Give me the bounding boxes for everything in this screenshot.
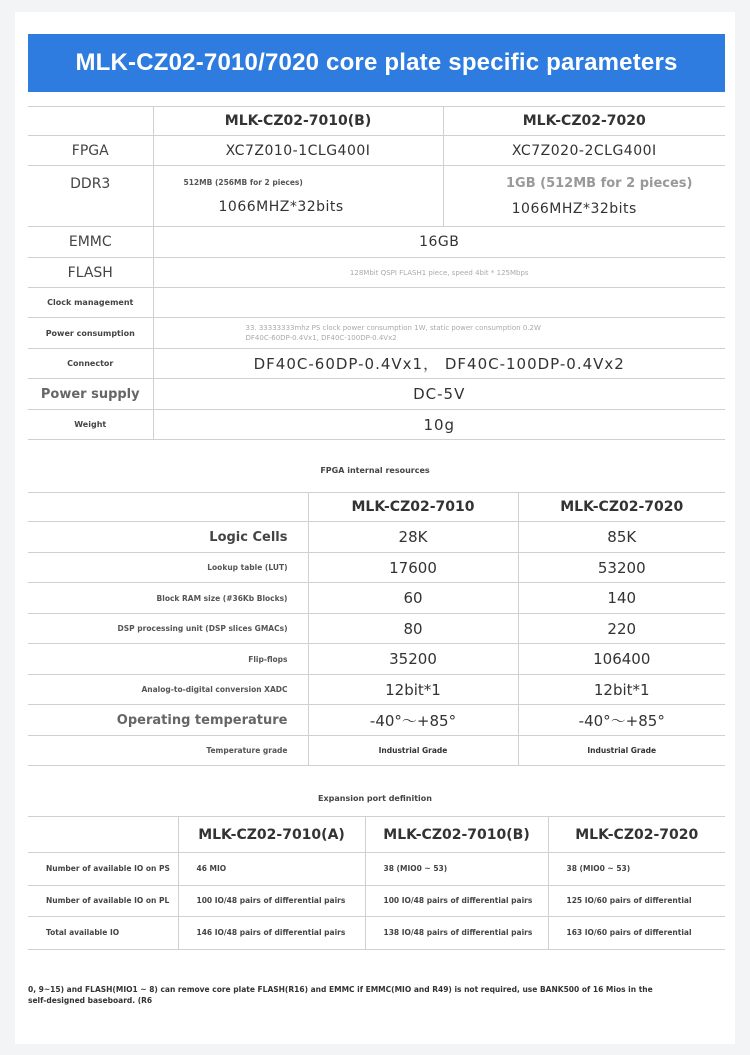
weight-value: 10g: [153, 410, 725, 440]
table-row: [28, 886, 725, 917]
clock-value: [153, 288, 725, 318]
cell-7020: 38 (MIO0 ~ 53): [548, 853, 725, 886]
cell-7010: 60: [308, 583, 518, 614]
cell-7010b: 100 IO/48 pairs of differential pairs: [365, 886, 548, 917]
table-row: [28, 736, 725, 766]
fpga-7010-value: XC7Z010-1CLG400I: [153, 136, 443, 166]
table-header-row: [28, 493, 725, 522]
cell-7010: Industrial Grade: [308, 736, 518, 766]
cell-7020: 163 IO/60 pairs of differential: [548, 917, 725, 950]
table-row: [28, 318, 725, 349]
row-label-clock: Clock management: [28, 288, 153, 318]
cell-7010: 35200: [308, 644, 518, 675]
cell-7020: Industrial Grade: [518, 736, 725, 766]
row-label-emmc: EMMC: [28, 227, 153, 258]
cell-7010a: 146 IO/48 pairs of differential pairs: [178, 917, 365, 950]
expansion-table: [28, 816, 725, 950]
table-row: [28, 136, 725, 166]
power-supply-value: DC-5V: [153, 379, 725, 410]
column-header: MLK-CZ02-7020: [443, 107, 725, 136]
flash-value: 128Mbit QSPI FLASH1 piece, speed 4bit * 125Mbps: [153, 258, 725, 288]
table-row: [28, 166, 725, 227]
row-label-connector: Connector: [28, 349, 153, 379]
row-label: Logic Cells: [28, 522, 308, 553]
cell-7010b: 138 IO/48 pairs of differential pairs: [365, 917, 548, 950]
ddr3-7010-speed: 1066MHZ*32bits: [218, 198, 344, 215]
cell-7010: -40°～+85°: [308, 705, 518, 736]
column-header: MLK-CZ02-7010(A): [178, 817, 365, 853]
cell-7020: 140: [518, 583, 725, 614]
cell-7020: 125 IO/60 pairs of differential: [548, 886, 725, 917]
ddr3-7020-speed: 1066MHZ*32bits: [511, 200, 637, 217]
ddr3-7010-cell: [153, 166, 443, 227]
row-label: Lookup table (LUT): [28, 553, 308, 583]
column-header: MLK-CZ02-7010: [308, 493, 518, 522]
header-empty-cell: [28, 817, 178, 853]
emmc-value: 16GB: [153, 227, 725, 258]
footnote: 0, 9~15) and FLASH(MIO1 ~ 8) can remove core plate FLASH(R16) and EMMC if EMMC(MIO and R49) is not required, use BANK500 of 16 Mios in the self-designed baseboard. (R6: [28, 985, 653, 1005]
power-consumption-cell: [153, 318, 725, 349]
table-header-row: [28, 107, 725, 136]
table-row: [28, 705, 725, 736]
row-label: Flip-flops: [28, 644, 308, 675]
table-row: [28, 553, 725, 583]
row-label-weight: Weight: [28, 410, 153, 440]
table-row: [28, 917, 725, 950]
table-row: [28, 614, 725, 644]
row-label: Number of available IO on PL: [28, 886, 178, 917]
table-row: [28, 644, 725, 675]
cell-7020: 53200: [518, 553, 725, 583]
header-empty-cell: [28, 493, 308, 522]
ddr3-7010-capacity: 512MB (256MB for 2 pieces): [183, 177, 303, 187]
header-empty-cell: [28, 107, 153, 136]
table-row: [28, 853, 725, 886]
table-row: [28, 675, 725, 705]
parameters-table: [28, 106, 725, 440]
cell-7010: 17600: [308, 553, 518, 583]
cell-7020: 106400: [518, 644, 725, 675]
cell-7020: -40°～+85°: [518, 705, 725, 736]
row-label-power-supply: Power supply: [28, 379, 153, 410]
resources-table: [28, 492, 725, 766]
cell-7020: 220: [518, 614, 725, 644]
table-row: [28, 522, 725, 553]
table-row: [28, 379, 725, 410]
cell-7010: 80: [308, 614, 518, 644]
row-label-fpga: FPGA: [28, 136, 153, 166]
table-row: [28, 288, 725, 318]
row-label: DSP processing unit (DSP slices GMACs): [28, 614, 308, 644]
cell-7010: 12bit*1: [308, 675, 518, 705]
connector-value: DF40C-60DP-0.4Vx1， DF40C-100DP-0.4Vx2: [153, 349, 725, 379]
row-label: Block RAM size (#36Kb Blocks): [28, 583, 308, 614]
row-label: Total available IO: [28, 917, 178, 950]
table-row: [28, 410, 725, 440]
table-row: [28, 258, 725, 288]
cell-7020: 12bit*1: [518, 675, 725, 705]
column-header: MLK-CZ02-7010(B): [153, 107, 443, 136]
row-label-flash: FLASH: [28, 258, 153, 288]
column-header: MLK-CZ02-7020: [518, 493, 725, 522]
resources-section-title: FPGA internal resources: [320, 466, 430, 475]
page-title: MLK-CZ02-7010/7020 core plate specific parameters: [28, 34, 725, 92]
row-label: Operating temperature: [28, 705, 308, 736]
row-label: Temperature grade: [28, 736, 308, 766]
ddr3-7020-capacity: 1GB (512MB for 2 pieces): [506, 175, 693, 191]
cell-7010: 28K: [308, 522, 518, 553]
column-header: MLK-CZ02-7010(B): [365, 817, 548, 853]
cell-7010b: 38 (MIO0 ~ 53): [365, 853, 548, 886]
ddr3-7020-cell: [443, 166, 725, 227]
table-row: [28, 349, 725, 379]
fpga-7020-value: XC7Z020-2CLG400I: [443, 136, 725, 166]
table-header-row: [28, 817, 725, 853]
power-consumption-line2: DF40C-60DP-0.4Vx1, DF40C-100DP-0.4Vx2: [245, 334, 397, 342]
table-row: [28, 583, 725, 614]
row-label-power-consumption: Power consumption: [28, 318, 153, 349]
cell-7010a: 46 MIO: [178, 853, 365, 886]
cell-7010a: 100 IO/48 pairs of differential pairs: [178, 886, 365, 917]
row-label: Number of available IO on PS: [28, 853, 178, 886]
table-row: [28, 227, 725, 258]
expansion-section-title: Expansion port definition: [318, 794, 432, 803]
row-label-ddr3: DDR3: [28, 166, 153, 227]
power-consumption-line1: 33. 33333333mhz PS clock power consumption 1W, static power consumption 0.2W: [245, 324, 541, 332]
row-label: Analog-to-digital conversion XADC: [28, 675, 308, 705]
cell-7020: 85K: [518, 522, 725, 553]
column-header: MLK-CZ02-7020: [548, 817, 725, 853]
